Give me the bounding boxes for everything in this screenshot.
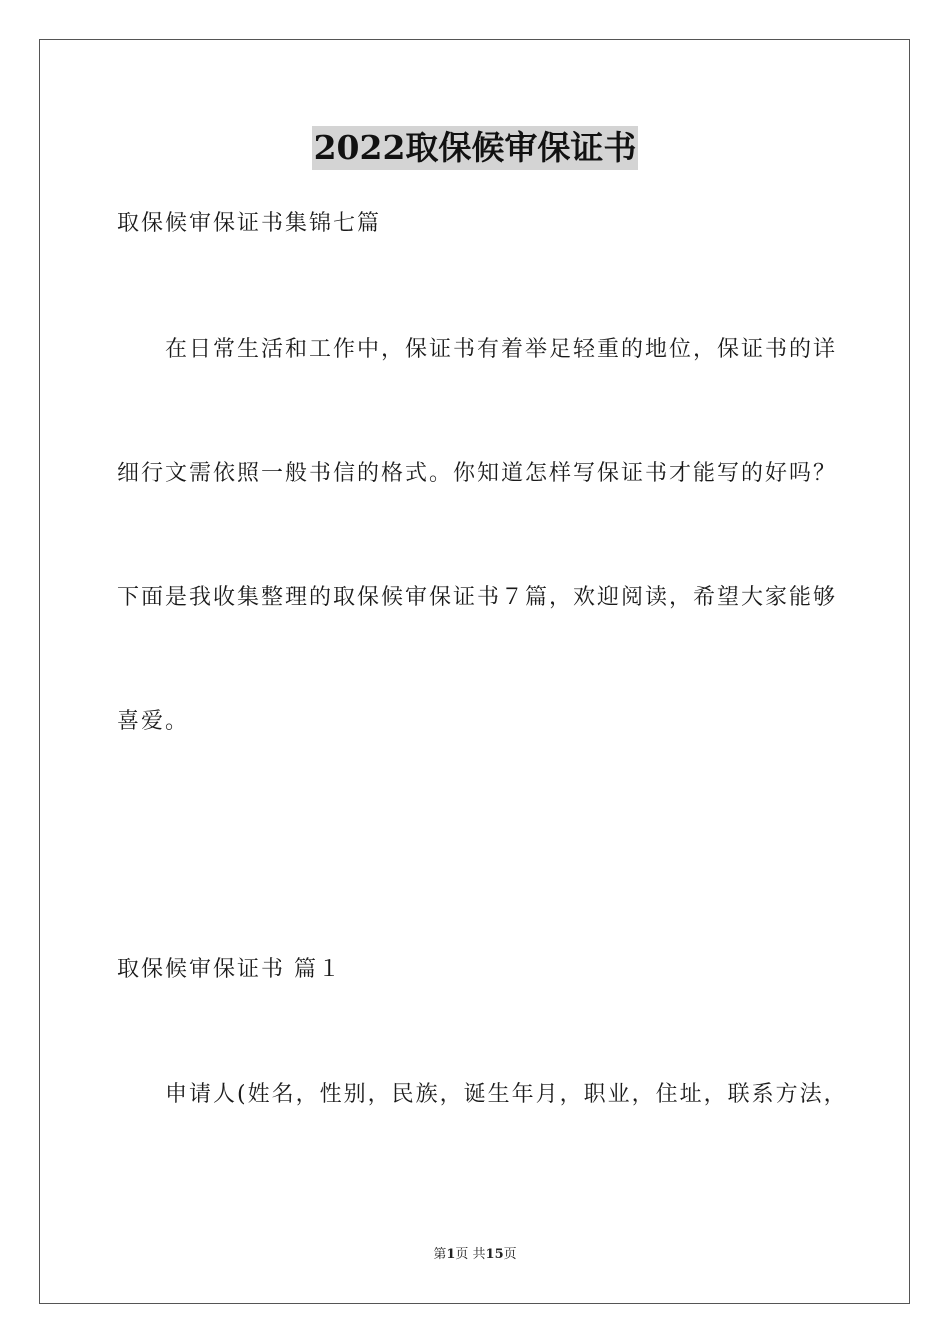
section-heading: 取保候审保证书 篇１ [117, 957, 342, 982]
footer-prefix: 第 [433, 1247, 447, 1262]
intro-line-1: 在日常生活和工作中，保证书有着举足轻重的地位，保证书的详 [165, 337, 838, 362]
section-line-1: 申请人(姓名，性别，民族，诞生年月，职业，住址，联系方法， [165, 1082, 848, 1107]
document-title-block [0, 126, 950, 170]
intro-line-4: 喜爱。 [117, 709, 190, 734]
footer-current-page: 1 [446, 1247, 456, 1262]
footer-total-pages: 15 [485, 1247, 504, 1262]
intro-line-3: 下面是我收集整理的取保候审保证书７篇，欢迎阅读，希望大家能够 [117, 585, 838, 610]
document-title: 2022取保候审保证书 [312, 126, 639, 170]
footer-suffix: 页 [503, 1247, 517, 1262]
intro-line-2: 细行文需依照一般书信的格式。你知道怎样写保证书才能写的好吗？ [117, 461, 838, 486]
page-footer [0, 1246, 950, 1264]
document-subtitle: 取保候审保证书集锦七篇 [117, 211, 382, 236]
footer-mid: 页 共 [455, 1247, 486, 1262]
